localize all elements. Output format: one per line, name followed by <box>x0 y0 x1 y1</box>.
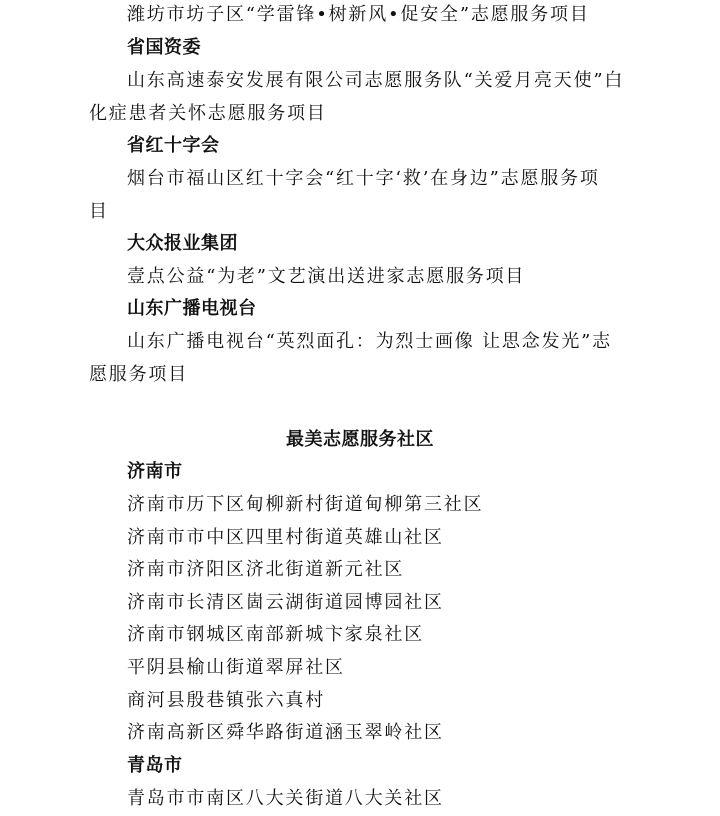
project-item: 壹点公益“为老”文艺演出送进家志愿服务项目 <box>127 266 526 287</box>
community-item: 济南市市中区四里村街道英雄山社区 <box>127 527 444 548</box>
community-item: 济南市钢城区南部新城卞家泉社区 <box>127 624 424 645</box>
project-item-line-2: 目 <box>89 201 109 222</box>
org-heading: 省国资委 <box>127 37 201 58</box>
project-item-line-1: 山东高速泰安发展有限公司志愿服务队“关爱月亮天使”白 <box>127 70 625 91</box>
project-item-line-2: 化症患者关怀志愿服务项目 <box>89 103 327 124</box>
city-heading: 青岛市 <box>127 755 183 776</box>
org-heading: 大众报业集团 <box>127 233 238 254</box>
community-item: 济南市济阳区济北街道新元社区 <box>127 559 405 580</box>
project-item-line-1: 山东广播电视台“英烈面孔：为烈士画像 让思念发光”志 <box>127 331 612 352</box>
project-item-line-2: 愿服务项目 <box>89 364 188 385</box>
community-item: 商河县殷巷镇张六真村 <box>127 690 325 711</box>
community-item: 济南高新区舜华路街道涵玉翠岭社区 <box>127 722 444 743</box>
project-item: 潍坊市坊子区“学雷锋•树新风•促安全”志愿服务项目 <box>127 4 590 25</box>
section-title: 最美志愿服务社区 <box>286 429 434 450</box>
community-item: 平阴县榆山街道翠屏社区 <box>127 657 345 678</box>
org-heading: 山东广播电视台 <box>127 298 257 319</box>
community-item: 济南市长清区崮云湖街道园博园社区 <box>127 592 444 613</box>
community-item: 青岛市市南区八大关街道八大关社区 <box>127 788 444 809</box>
community-item: 济南市历下区甸柳新村街道甸柳第三社区 <box>127 494 484 515</box>
project-item-line-1: 烟台市福山区红十字会“红十字‘救’在身边”志愿服务项 <box>127 168 600 189</box>
org-heading: 省红十字会 <box>127 135 220 156</box>
city-heading: 济南市 <box>127 461 183 482</box>
